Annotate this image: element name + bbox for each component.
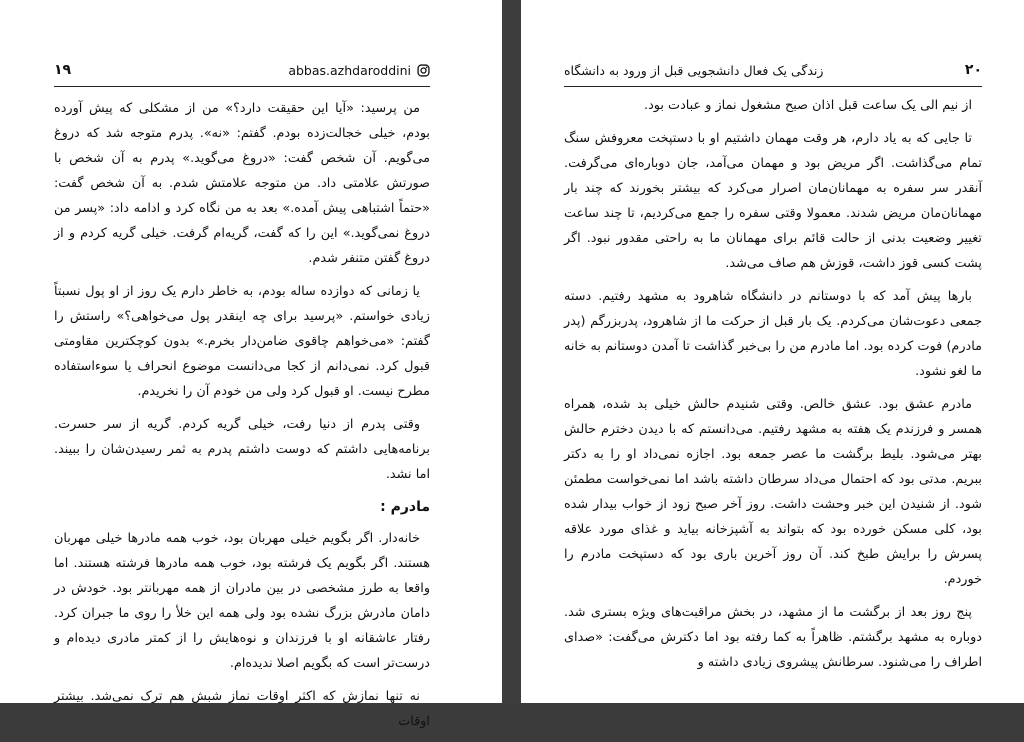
left-page-body (54, 96, 430, 742)
instagram-handle-text: abbas.azhdaroddini (288, 63, 411, 78)
header-rule (54, 86, 430, 87)
page-number: ۱۹ (54, 62, 72, 78)
right-page (521, 0, 1024, 703)
paragraph: تا جایی که به یاد دارم، هر وقت مهمان داشتیم او با دستپخت معروفش سنگ تمام می‌گذاشت. اگر مریض بود و مهمان می‌آمد، جان دوباره‌ای می‌گرفت. آنقدر سر سفره به مهمانان‌مان اصرار می‌کرد که بیشتر بخورند که چند بار مهمانان‌مان مریض شدند. معمولا وقتی سفره را جمع می‌کردیم، تا چند ساعت تغییر وضعیت بدنی از حالت قائم برای مهمانان ما به راحتی مقدور نبود. اگر پشت کسی قوز داشت، قوزش هم صاف می‌شد. (564, 131, 982, 271)
instagram-handle (288, 63, 430, 78)
page-number: ۲۰ (964, 62, 982, 78)
paragraph: بارها پیش آمد که با دوستانم در دانشگاه شاهرود به مشهد رفتیم. دسته جمعی دعوت‌شان می‌کردم. یک بار قبل از حرکت ما از شاهرود، پدربزرگم (پدر مادرم) فوت کرده بود. اما مادرم من را بی‌خبر گذاشت تا آمدن دوستانم به خانه ما لغو نشود. (564, 289, 982, 379)
left-page-header (54, 62, 430, 84)
page-gutter (502, 0, 521, 703)
right-page-header (564, 62, 982, 84)
paragraph: من پرسید: «آیا این حقیقت دارد؟» من از مشکلی که پیش آورده بودم، خیلی خجالت‌زده بودم. گفتم: «نه». پدرم متوجه شد که دروغ می‌گویم. آن شخص گفت: «دروغ می‌گوید.» پدرم به آن شخص با صورتش علامتی داد. من متوجه علامتش شدم. به آن شخص گفت: «حتماً اشتباهی پیش آمده.» بعد به من نگاه کرد و ادامه داد: «پسر من دروغ نمی‌گوید.» این را که گفت، گریه‌ام گرفت. خیلی گریه کردم و از دروغ گفتن متنفر شدم. (54, 101, 430, 266)
paragraph: یا زمانی که دوازده ساله بودم، به خاطر دارم یک روز از او پول نسبتاً زیادی خواستم. «پرسید برای چه اینقدر پول می‌خواهی؟» راستش را گفتم: «می‌خواهم چاقوی ضامن‌دار بخرم.» بدون کوچکترین مقاومتی قبول کرد. نمی‌دانم از کجا می‌دانست موضوع انحراف یا سوءاستفاده مطرح نیست. او قبول کرد ولی من خودم آن را نخریدم. (54, 284, 430, 399)
paragraph: از نیم الی یک ساعت قبل اذان صبح مشغول نماز و عبادت بود. (644, 98, 972, 113)
right-page-body (564, 93, 982, 683)
section-heading: مادرم : (380, 499, 430, 515)
paragraph: پنج روز بعد از برگشت ما از مشهد، در بخش مراقبت‌های ویژه بستری شد. دوباره به مشهد برگشتم. ظاهراً به کما رفته بود اما دکترش می‌گفت: «صدای اطراف را می‌شنود. سرطانش پیشروی زیادی داشته و (564, 605, 982, 670)
instagram-icon (417, 64, 430, 77)
running-title: زندگی یک فعال دانشجویی قبل از ورود به دانشگاه (564, 63, 824, 78)
paragraph: مادرم عشق بود. عشق خالص. وقتی شنیدم حالش خیلی بد شده، همراه همسر و فرزندم یک هفته به مشهد رفتیم. می‌دانستم که با دیدن دخترم حالش بهتر می‌شود. بلیط برگشت ما عصر جمعه بود. اجازه نمی‌داد او را به دکتر ببریم. مدتی بود که احتمال می‌داد سرطان داشته باشد اما نمی‌خواست مطمئن شود. از شنیدن این خبر وحشت داشت. روز آخر صبح زود از خواب بیدار شده بود، کلی مسکن خورده بود که بتواند به آشپزخانه بیاید و غذای مورد علاقه پسرش را برایش طبخ کند. آن روز آخرین باری بود که دستپخت مادرم را خوردم. (564, 397, 982, 587)
paragraph: خانه‌دار. اگر بگویم خیلی مهربان بود، خوب همه مادرها خیلی مهربان هستند. اگر بگویم یک فرشته بود، خوب همه مادرها فرشته هستند. اما واقعا به طرز مشخصی در بین مادران از همه مهربانتر بود. خودش در دامان مادرش بزرگ نشده بود ولی همه این خلأ را روی ما جبران کرد. رفتار عاشقانه او با فرزندان و نوه‌هایش را از کمتر مادری دیده‌ام و درست‌تر است که بگویم اصلا ندیده‌ام. (54, 531, 430, 671)
left-page (0, 0, 502, 729)
header-rule (564, 86, 982, 87)
paragraph: وقتی پدرم از دنیا رفت، خیلی گریه کردم. گریه از سر حسرت. برنامه‌هایی داشتم که دوست داشتم پدرم به ثمر رسیدن‌شان را ببیند. اما نشد. (54, 417, 430, 482)
paragraph: نه تنها نمازش که اکثر اوقات نماز شبش هم ترک نمی‌شد. بیشتر اوقات (54, 689, 430, 729)
